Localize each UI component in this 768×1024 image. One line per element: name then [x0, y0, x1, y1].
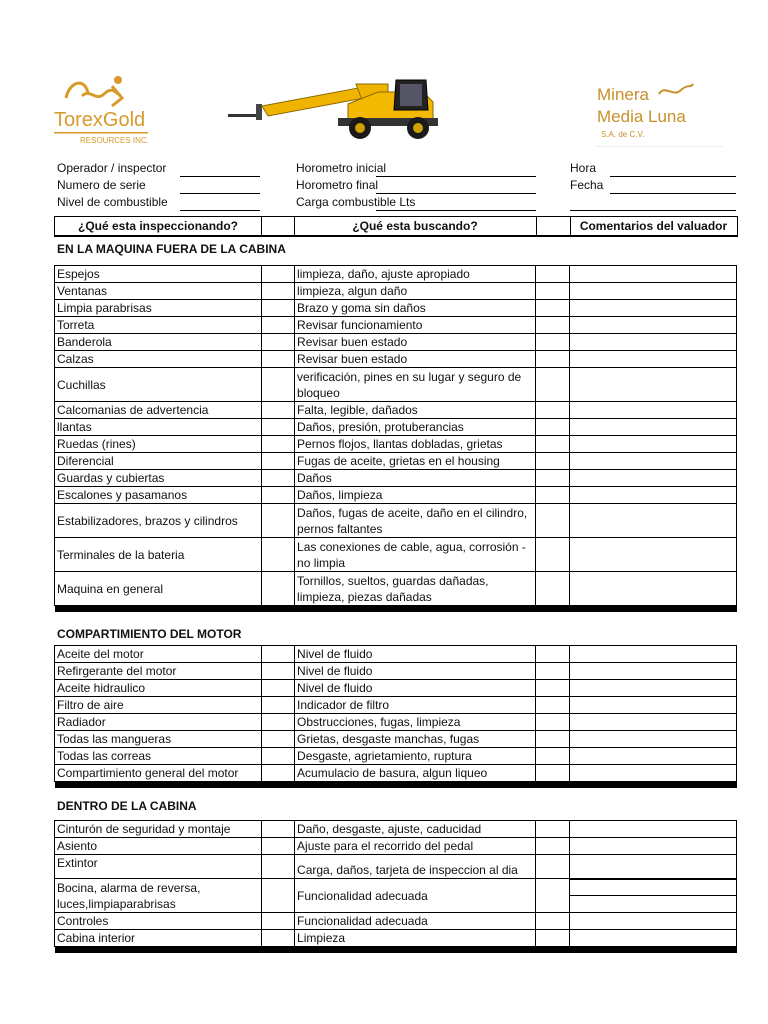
criteria-cell: Nivel de fluido: [295, 646, 536, 663]
criteria-cell: Daños, presión, protuberancias: [295, 419, 536, 436]
horometro-inicial-label: Horometro inicial: [296, 161, 387, 175]
comment-cell[interactable]: [570, 663, 737, 680]
comment-cell[interactable]: [570, 402, 737, 419]
item-cell: Filtro de aire: [55, 697, 262, 714]
item-cell: Ruedas (rines): [55, 436, 262, 453]
telehandler-image: [228, 78, 443, 140]
criteria-cell: Falta, legible, dañados: [295, 402, 536, 419]
criteria-cell: Daños, fugas de aceite, daño en el cilindro, pernos faltantes: [295, 504, 536, 538]
comment-cell[interactable]: [570, 680, 737, 697]
check-cell[interactable]: [261, 680, 294, 697]
serie-label: Numero de serie: [57, 178, 146, 192]
check-cell[interactable]: [261, 453, 294, 470]
torexgold-name: TorexGold: [54, 109, 146, 131]
table-row: [55, 765, 737, 782]
mark-cell[interactable]: [536, 680, 570, 697]
criteria-cell: Revisar funcionamiento: [295, 317, 536, 334]
criteria-cell: Daños, limpieza: [295, 487, 536, 504]
check-cell[interactable]: [261, 731, 294, 748]
item-cell: Calzas: [55, 351, 262, 368]
comment-cell[interactable]: [570, 714, 737, 731]
item-cell: Cinturón de seguridad y montaje: [55, 821, 262, 838]
check-cell[interactable]: [261, 646, 294, 663]
mark-cell[interactable]: [536, 697, 570, 714]
criteria-cell: Desgaste, agrietamiento, ruptura: [295, 748, 536, 765]
check-cell[interactable]: [261, 351, 294, 368]
mark-cell[interactable]: [536, 266, 570, 283]
table-row: [55, 487, 737, 504]
check-cell[interactable]: [261, 913, 294, 930]
comment-cell[interactable]: [570, 838, 737, 855]
header-fields: [56, 160, 746, 212]
carga-input[interactable]: [376, 210, 536, 211]
criteria-cell: Revisar buen estado: [295, 351, 536, 368]
check-cell[interactable]: [261, 283, 294, 300]
table-row: [55, 572, 737, 606]
check-cell[interactable]: [261, 855, 294, 879]
table-row: [55, 453, 737, 470]
divider-bar: [55, 606, 737, 613]
check-cell[interactable]: [261, 697, 294, 714]
comment-cell[interactable]: [570, 748, 737, 765]
comment-cell[interactable]: [570, 453, 737, 470]
mark-cell[interactable]: [536, 351, 570, 368]
criteria-cell: Acumulacio de basura, algun liqueo: [295, 765, 536, 782]
serie-input[interactable]: [180, 193, 260, 194]
table-row: [55, 402, 737, 419]
motor-table: [54, 645, 737, 788]
comment-cell[interactable]: [570, 855, 737, 879]
table-row: [55, 504, 737, 538]
fecha-input[interactable]: [610, 193, 736, 194]
table-row: [55, 317, 737, 334]
criteria-cell: Obstrucciones, fugas, limpieza: [295, 714, 536, 731]
section-divider: [55, 782, 737, 789]
item-cell: Limpia parabrisas: [55, 300, 262, 317]
operador-label: Operador / inspector: [57, 161, 167, 175]
check-cell[interactable]: [261, 487, 294, 504]
table-row: [55, 748, 737, 765]
mark-cell[interactable]: [536, 748, 570, 765]
mark-cell[interactable]: [536, 646, 570, 663]
criteria-cell: Limpieza: [295, 930, 536, 947]
item-cell: Maquina en general: [55, 572, 262, 606]
comment-cell[interactable]: [570, 879, 737, 913]
comment-cell[interactable]: [570, 731, 737, 748]
comment-cell[interactable]: [570, 334, 737, 351]
mark-cell[interactable]: [536, 402, 570, 419]
section-title-motor: COMPARTIMIENTO DEL MOTOR: [57, 627, 242, 641]
exterior-table: [54, 265, 737, 612]
criteria-cell: Grietas, desgaste manchas, fugas: [295, 731, 536, 748]
criteria-cell: Funcionalidad adecuada: [295, 913, 536, 930]
comment-cell[interactable]: [570, 368, 737, 402]
comment-cell[interactable]: [570, 317, 737, 334]
check-cell[interactable]: [261, 572, 294, 606]
criteria-cell: Fugas de aceite, grietas en el housing: [295, 453, 536, 470]
table-row: [55, 913, 737, 930]
table-row: [55, 930, 737, 947]
table-row: [55, 300, 737, 317]
item-cell: Controles: [55, 913, 262, 930]
criteria-cell: Daños: [295, 470, 536, 487]
section-divider: [55, 947, 737, 954]
mark-cell[interactable]: [536, 368, 570, 402]
mark-cell[interactable]: [536, 913, 570, 930]
check-cell[interactable]: [261, 879, 294, 913]
check-cell[interactable]: [261, 663, 294, 680]
mark-cell[interactable]: [536, 334, 570, 351]
minera-sub: S.A. de C.V.: [601, 130, 645, 139]
table-row: [55, 436, 737, 453]
section-title-cabina: DENTRO DE LA CABINA: [57, 799, 197, 813]
mark-cell[interactable]: [536, 714, 570, 731]
item-cell: Asiento: [55, 838, 262, 855]
comment-cell[interactable]: [570, 697, 737, 714]
criteria-cell: Revisar buen estado: [295, 334, 536, 351]
item-cell: Espejos: [55, 266, 262, 283]
table-row: [55, 838, 737, 855]
mark-cell[interactable]: [536, 300, 570, 317]
item-cell: Estabilizadores, brazos y cilindros: [55, 504, 262, 538]
item-cell: Bocina, alarma de reversa, luces,limpiaparabrisas: [55, 879, 262, 913]
criteria-cell: Nivel de fluido: [295, 680, 536, 697]
section-divider: [55, 606, 737, 613]
comment-cell[interactable]: [570, 300, 737, 317]
item-cell: Todas las correas: [55, 748, 262, 765]
minera-line1: Minera: [597, 85, 649, 104]
comment-cell[interactable]: [570, 470, 737, 487]
comment-cell[interactable]: [570, 266, 737, 283]
table-row: [55, 879, 737, 913]
item-cell: Banderola: [55, 334, 262, 351]
operador-input[interactable]: [180, 176, 260, 177]
table-row: [55, 646, 737, 663]
table-row: [55, 351, 737, 368]
comment-cell[interactable]: [570, 930, 737, 947]
mark-cell[interactable]: [536, 283, 570, 300]
table-row: [55, 283, 737, 300]
item-cell: Aceite hidraulico: [55, 680, 262, 697]
comment-cell[interactable]: [570, 487, 737, 504]
hora-label: Hora: [570, 161, 597, 175]
item-cell: Extintor: [55, 855, 262, 879]
comment-cell[interactable]: [570, 436, 737, 453]
column-headers: [54, 216, 738, 237]
torexgold-logo: [52, 68, 162, 150]
check-cell[interactable]: [261, 419, 294, 436]
col-looking: ¿Qué esta buscando?: [294, 217, 537, 235]
mark-cell[interactable]: [536, 930, 570, 947]
item-cell: Refirgerante del motor: [55, 663, 262, 680]
criteria-cell: verificación, pines en su lugar y seguro de bloqueo: [295, 368, 536, 402]
criteria-cell: Nivel de fluido: [295, 663, 536, 680]
col-inspecting: ¿Qué esta inspeccionando?: [55, 217, 262, 235]
item-cell: Todas las mangueras: [55, 731, 262, 748]
comment-cell[interactable]: [570, 765, 737, 782]
item-cell: Radiador: [55, 714, 262, 731]
criteria-cell: limpieza, daño, ajuste apropiado: [295, 266, 536, 283]
document-header: [0, 0, 768, 160]
comment-cell[interactable]: [570, 419, 737, 436]
table-row: [55, 855, 737, 879]
table-row: [55, 419, 737, 436]
item-cell: Cabina interior: [55, 930, 262, 947]
mark-cell[interactable]: [536, 419, 570, 436]
col-comments: Comentarios del valuador: [579, 219, 728, 233]
section-title-exterior: EN LA MAQUINA FUERA DE LA CABINA: [57, 242, 286, 256]
check-cell[interactable]: [261, 402, 294, 419]
check-cell[interactable]: [261, 748, 294, 765]
comment-cell[interactable]: [570, 504, 737, 538]
table-row: [55, 714, 737, 731]
table-row: [55, 266, 737, 283]
torexgold-sub: RESOURCES INC.: [80, 136, 149, 145]
check-cell[interactable]: [261, 504, 294, 538]
check-cell[interactable]: [261, 838, 294, 855]
check-cell[interactable]: [261, 821, 294, 838]
check-cell[interactable]: [261, 765, 294, 782]
table-row: [55, 663, 737, 680]
criteria-cell: Daño, desgaste, ajuste, caducidad: [295, 821, 536, 838]
item-cell: Ventanas: [55, 283, 262, 300]
col-blank-1: [261, 217, 295, 235]
table-row: [55, 334, 737, 351]
mark-cell[interactable]: [536, 504, 570, 538]
cabina-table: [54, 820, 737, 953]
criteria-cell: Las conexiones de cable, agua, corrosión - no limpia: [295, 538, 536, 572]
col-blank-2: [536, 217, 571, 235]
criteria-cell: Indicador de filtro: [295, 697, 536, 714]
mark-cell[interactable]: [536, 317, 570, 334]
criteria-cell: Tornillos, sueltos, guardas dañadas, limpieza, piezas dañadas: [295, 572, 536, 606]
mark-cell[interactable]: [536, 765, 570, 782]
mark-cell[interactable]: [536, 855, 570, 879]
fecha-label: Fecha: [570, 178, 604, 192]
mark-cell[interactable]: [536, 838, 570, 855]
table-row: [55, 368, 737, 402]
check-cell[interactable]: [261, 436, 294, 453]
mark-cell[interactable]: [536, 663, 570, 680]
comment-cell[interactable]: [570, 821, 737, 838]
mark-cell[interactable]: [536, 731, 570, 748]
table-row: [55, 470, 737, 487]
item-cell: Calcomanias de advertencia: [55, 402, 262, 419]
check-cell[interactable]: [261, 714, 294, 731]
combustible-input[interactable]: [180, 210, 260, 211]
item-cell: llantas: [55, 419, 262, 436]
mark-cell[interactable]: [536, 879, 570, 913]
mark-cell[interactable]: [536, 487, 570, 504]
check-cell[interactable]: [261, 266, 294, 283]
divider-bar: [55, 782, 737, 789]
table-row: [55, 538, 737, 572]
check-cell[interactable]: [261, 300, 294, 317]
criteria-cell: Carga, daños, tarjeta de inspeccion al dia: [295, 855, 536, 879]
comment-cell[interactable]: [570, 538, 737, 572]
item-cell: Terminales de la bateria: [55, 538, 262, 572]
comment-cell[interactable]: [570, 283, 737, 300]
minera-media-luna-logo: [595, 80, 725, 150]
carga-label: Carga combustible Lts: [296, 195, 416, 209]
item-cell: Compartimiento general del motor: [55, 765, 262, 782]
criteria-cell: Ajuste para el recorrido del pedal: [295, 838, 536, 855]
horometro-inicial-input[interactable]: [376, 176, 536, 177]
check-cell[interactable]: [261, 470, 294, 487]
mark-cell[interactable]: [536, 572, 570, 606]
horometro-final-label: Horometro final: [296, 178, 379, 192]
table-row: [55, 731, 737, 748]
mark-cell[interactable]: [536, 470, 570, 487]
minera-line2: Media Luna: [597, 107, 686, 126]
item-cell: Aceite del motor: [55, 646, 262, 663]
check-cell[interactable]: [261, 538, 294, 572]
table-row: [55, 697, 737, 714]
criteria-cell: limpieza, algun daño: [295, 283, 536, 300]
criteria-cell: Funcionalidad adecuada: [295, 879, 536, 913]
item-cell: Torreta: [55, 317, 262, 334]
comment-cell[interactable]: [570, 913, 737, 930]
divider-bar: [55, 947, 737, 954]
mark-cell[interactable]: [536, 821, 570, 838]
mark-cell[interactable]: [536, 453, 570, 470]
item-cell: Guardas y cubiertas: [55, 470, 262, 487]
check-cell[interactable]: [261, 317, 294, 334]
criteria-cell: Brazo y goma sin daños: [295, 300, 536, 317]
comment-cell[interactable]: [570, 572, 737, 606]
check-cell[interactable]: [261, 930, 294, 947]
item-cell: Escalones y pasamanos: [55, 487, 262, 504]
item-cell: Cuchillas: [55, 368, 262, 402]
comment-cell[interactable]: [570, 351, 737, 368]
table-row: [55, 821, 737, 838]
mark-cell[interactable]: [536, 436, 570, 453]
item-cell: Diferencial: [55, 453, 262, 470]
comment-cell[interactable]: [570, 646, 737, 663]
mark-cell[interactable]: [536, 538, 570, 572]
combustible-label: Nivel de combustible: [57, 195, 168, 209]
hora-input[interactable]: [610, 176, 736, 177]
table-row: [55, 680, 737, 697]
criteria-cell: Pernos flojos, llantas dobladas, grietas: [295, 436, 536, 453]
check-cell[interactable]: [261, 334, 294, 351]
check-cell[interactable]: [261, 368, 294, 402]
extra-line: [570, 210, 736, 211]
